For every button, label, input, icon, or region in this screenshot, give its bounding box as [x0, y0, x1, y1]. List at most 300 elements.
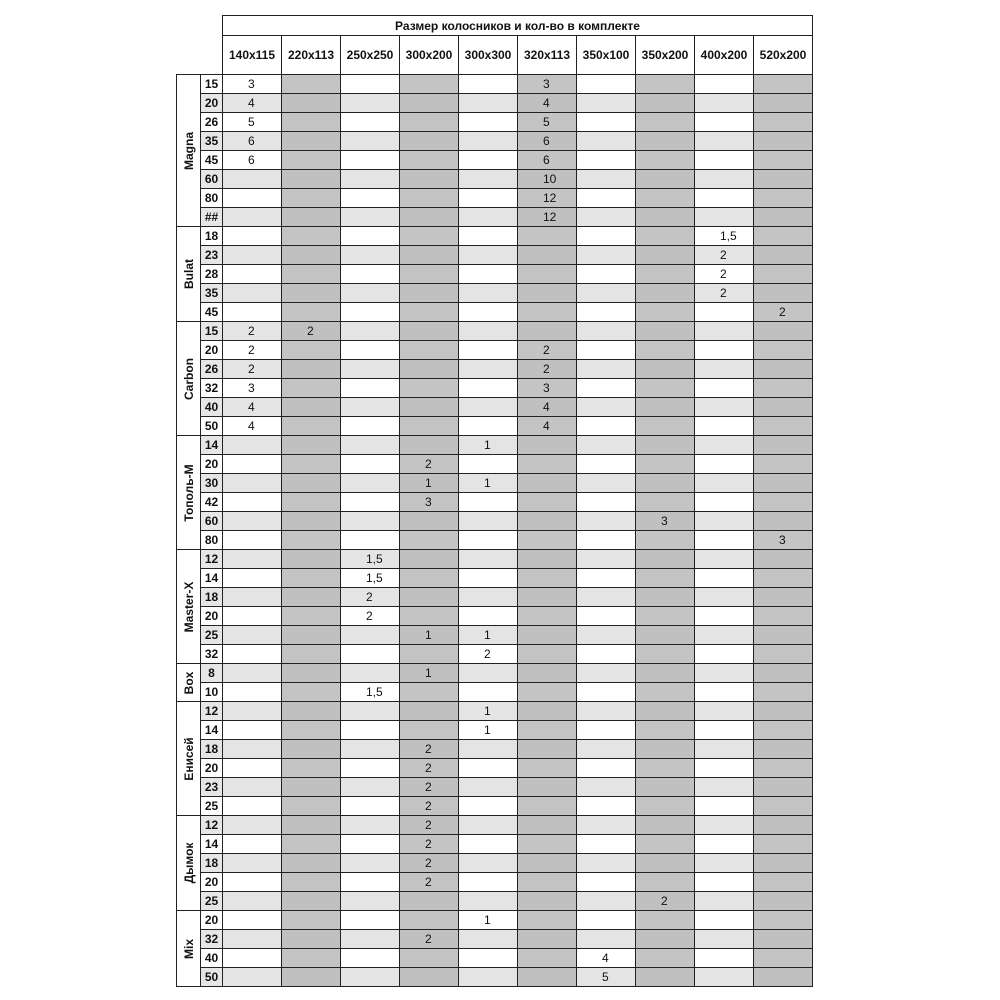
quantity-cell: 3 — [223, 379, 282, 398]
quantity-cell — [459, 854, 518, 873]
table-row — [177, 721, 813, 740]
quantity-cell — [223, 626, 282, 645]
quantity-cell — [636, 626, 695, 645]
quantity-cell — [223, 170, 282, 189]
quantity-cell — [223, 645, 282, 664]
quantity-cell — [695, 417, 754, 436]
quantity-cell — [695, 75, 754, 94]
quantity-cell — [577, 854, 636, 873]
quantity-cell — [223, 759, 282, 778]
quantity-cell — [754, 170, 813, 189]
quantity-cell — [341, 626, 400, 645]
quantity-cell — [518, 816, 577, 835]
quantity-cell — [695, 474, 754, 493]
power-value: 25 — [201, 797, 223, 816]
quantity-cell — [282, 911, 341, 930]
quantity-cell — [400, 94, 459, 113]
quantity-cell — [400, 417, 459, 436]
quantity-cell — [459, 759, 518, 778]
quantity-cell — [400, 113, 459, 132]
quantity-cell: 10 — [518, 170, 577, 189]
power-value: 14 — [201, 835, 223, 854]
quantity-cell — [636, 436, 695, 455]
quantity-cell — [282, 113, 341, 132]
quantity-cell — [223, 284, 282, 303]
quantity-cell — [577, 721, 636, 740]
quantity-cell: 2 — [518, 360, 577, 379]
quantity-cell: 3 — [518, 75, 577, 94]
quantity-cell — [459, 683, 518, 702]
power-value: 20 — [201, 759, 223, 778]
table-row — [177, 854, 813, 873]
quantity-cell — [341, 189, 400, 208]
quantity-cell — [282, 474, 341, 493]
power-value: 40 — [201, 398, 223, 417]
quantity-cell — [341, 94, 400, 113]
quantity-cell — [223, 588, 282, 607]
quantity-cell — [223, 246, 282, 265]
quantity-cell — [577, 189, 636, 208]
quantity-cell — [459, 75, 518, 94]
quantity-cell — [223, 474, 282, 493]
quantity-cell — [400, 265, 459, 284]
quantity-cell: 6 — [518, 132, 577, 151]
quantity-cell — [636, 911, 695, 930]
table-row — [177, 550, 813, 569]
quantity-cell: 2 — [400, 797, 459, 816]
table-row — [177, 113, 813, 132]
quantity-cell — [695, 778, 754, 797]
quantity-cell — [282, 626, 341, 645]
quantity-cell — [518, 303, 577, 322]
table-row — [177, 512, 813, 531]
quantity-cell — [282, 892, 341, 911]
quantity-cell — [754, 816, 813, 835]
quantity-cell — [282, 94, 341, 113]
quantity-cell — [518, 227, 577, 246]
table-row — [177, 417, 813, 436]
quantity-cell — [341, 322, 400, 341]
quantity-cell: 2 — [636, 892, 695, 911]
quantity-cell — [400, 949, 459, 968]
quantity-cell — [754, 740, 813, 759]
quantity-cell — [341, 892, 400, 911]
column-header: 250x250 — [341, 36, 400, 75]
table-row — [177, 664, 813, 683]
quantity-cell — [636, 550, 695, 569]
quantity-cell — [518, 569, 577, 588]
quantity-cell — [754, 588, 813, 607]
group-label: Carbon — [181, 357, 196, 400]
quantity-cell — [223, 265, 282, 284]
quantity-cell: 3 — [400, 493, 459, 512]
quantity-cell — [754, 930, 813, 949]
quantity-cell — [754, 759, 813, 778]
table-row — [177, 94, 813, 113]
power-value: 32 — [201, 930, 223, 949]
table-row — [177, 816, 813, 835]
table-row — [177, 949, 813, 968]
power-value: 26 — [201, 360, 223, 379]
quantity-cell — [341, 170, 400, 189]
quantity-cell — [459, 132, 518, 151]
quantity-cell: 4 — [223, 417, 282, 436]
table-row — [177, 683, 813, 702]
power-value: 18 — [201, 740, 223, 759]
quantity-cell — [223, 949, 282, 968]
quantity-cell — [636, 132, 695, 151]
power-value: 26 — [201, 113, 223, 132]
quantity-cell — [636, 740, 695, 759]
quantity-cell — [459, 531, 518, 550]
power-value: 45 — [201, 151, 223, 170]
quantity-cell — [636, 189, 695, 208]
quantity-cell — [636, 607, 695, 626]
quantity-cell — [754, 721, 813, 740]
table-row — [177, 968, 813, 987]
power-value: 28 — [201, 265, 223, 284]
quantity-cell — [577, 911, 636, 930]
quantity-cell — [400, 550, 459, 569]
quantity-cell — [636, 531, 695, 550]
quantity-cell — [636, 151, 695, 170]
quantity-cell — [459, 740, 518, 759]
table-row — [177, 170, 813, 189]
column-header: 520x200 — [754, 36, 813, 75]
quantity-cell — [754, 322, 813, 341]
quantity-cell: 1 — [459, 721, 518, 740]
table-row — [177, 892, 813, 911]
quantity-cell — [577, 455, 636, 474]
quantity-cell — [459, 569, 518, 588]
power-value: 35 — [201, 284, 223, 303]
quantity-cell — [636, 949, 695, 968]
quantity-cell — [459, 208, 518, 227]
quantity-cell — [341, 816, 400, 835]
quantity-cell: 2 — [223, 341, 282, 360]
quantity-cell — [577, 664, 636, 683]
quantity-cell — [282, 588, 341, 607]
quantity-cell — [577, 892, 636, 911]
power-value: 8 — [201, 664, 223, 683]
quantity-cell — [400, 379, 459, 398]
quantity-cell — [282, 569, 341, 588]
quantity-cell — [341, 303, 400, 322]
quantity-cell — [695, 702, 754, 721]
quantity-cell — [577, 132, 636, 151]
quantity-cell — [518, 721, 577, 740]
quantity-cell: 1 — [400, 474, 459, 493]
quantity-cell — [577, 531, 636, 550]
quantity-cell — [518, 892, 577, 911]
quantity-cell — [282, 227, 341, 246]
table-row — [177, 873, 813, 892]
quantity-cell — [754, 569, 813, 588]
quantity-cell — [282, 132, 341, 151]
power-value: 12 — [201, 550, 223, 569]
quantity-cell — [518, 607, 577, 626]
column-header: 300x300 — [459, 36, 518, 75]
quantity-cell: 2 — [223, 322, 282, 341]
quantity-cell — [282, 303, 341, 322]
quantity-cell — [518, 531, 577, 550]
quantity-cell — [695, 816, 754, 835]
table-row — [177, 778, 813, 797]
quantity-cell — [400, 607, 459, 626]
power-value: 18 — [201, 588, 223, 607]
quantity-cell — [341, 246, 400, 265]
quantity-cell — [754, 892, 813, 911]
quantity-cell — [577, 607, 636, 626]
table-row — [177, 341, 813, 360]
quantity-cell — [223, 816, 282, 835]
quantity-cell — [695, 493, 754, 512]
quantity-cell — [577, 474, 636, 493]
quantity-cell — [636, 968, 695, 987]
quantity-cell — [400, 683, 459, 702]
quantity-cell — [754, 683, 813, 702]
quantity-cell — [695, 930, 754, 949]
quantity-cell — [636, 284, 695, 303]
quantity-cell — [754, 417, 813, 436]
power-value: 50 — [201, 968, 223, 987]
power-value: 15 — [201, 75, 223, 94]
table-row — [177, 759, 813, 778]
quantity-cell — [754, 75, 813, 94]
quantity-cell — [754, 265, 813, 284]
quantity-cell — [459, 151, 518, 170]
quantity-cell — [754, 664, 813, 683]
quantity-cell — [400, 398, 459, 417]
quantity-cell — [754, 512, 813, 531]
quantity-cell — [754, 455, 813, 474]
quantity-cell — [636, 474, 695, 493]
quantity-cell: 2 — [695, 284, 754, 303]
quantity-cell — [341, 455, 400, 474]
quantity-cell — [282, 797, 341, 816]
quantity-cell — [577, 588, 636, 607]
quantity-cell — [400, 721, 459, 740]
quantity-cell — [400, 436, 459, 455]
quantity-cell — [636, 664, 695, 683]
quantity-cell — [459, 949, 518, 968]
quantity-cell — [754, 379, 813, 398]
quantity-cell — [577, 227, 636, 246]
quantity-cell — [341, 721, 400, 740]
quantity-cell — [459, 94, 518, 113]
quantity-cell — [636, 645, 695, 664]
quantity-cell — [695, 740, 754, 759]
quantity-cell: 1 — [459, 702, 518, 721]
group-label-cell — [177, 702, 201, 816]
corner-cell — [177, 16, 223, 75]
power-value: 42 — [201, 493, 223, 512]
quantity-cell — [695, 911, 754, 930]
column-header: 350x100 — [577, 36, 636, 75]
quantity-cell — [459, 227, 518, 246]
quantity-cell — [459, 455, 518, 474]
quantity-cell — [282, 531, 341, 550]
quantity-cell — [754, 911, 813, 930]
quantity-cell — [223, 208, 282, 227]
table-row — [177, 208, 813, 227]
quantity-cell — [459, 493, 518, 512]
power-value: 45 — [201, 303, 223, 322]
quantity-cell — [754, 398, 813, 417]
quantity-cell — [282, 645, 341, 664]
quantity-cell — [577, 265, 636, 284]
quantity-cell — [282, 683, 341, 702]
quantity-cell — [400, 132, 459, 151]
quantity-cell — [695, 854, 754, 873]
quantity-cell: 12 — [518, 189, 577, 208]
quantity-cell — [577, 303, 636, 322]
quantity-cell — [754, 436, 813, 455]
quantity-cell — [223, 227, 282, 246]
power-value: 25 — [201, 626, 223, 645]
quantity-cell — [400, 588, 459, 607]
quantity-cell — [577, 360, 636, 379]
quantity-cell — [518, 626, 577, 645]
power-value: 30 — [201, 474, 223, 493]
quantity-cell: 2 — [400, 455, 459, 474]
quantity-cell — [282, 341, 341, 360]
quantity-cell: 4 — [223, 94, 282, 113]
quantity-cell — [577, 930, 636, 949]
quantity-cell — [695, 550, 754, 569]
quantity-cell — [695, 113, 754, 132]
quantity-cell — [282, 930, 341, 949]
power-value: 20 — [201, 873, 223, 892]
quantity-cell — [754, 208, 813, 227]
quantity-cell — [459, 265, 518, 284]
quantity-cell — [341, 493, 400, 512]
quantity-cell — [518, 949, 577, 968]
quantity-cell: 1 — [459, 911, 518, 930]
quantity-cell — [282, 455, 341, 474]
quantity-cell — [459, 607, 518, 626]
group-label: Bulat — [181, 259, 196, 289]
quantity-cell — [695, 436, 754, 455]
quantity-cell — [636, 797, 695, 816]
quantity-cell — [459, 778, 518, 797]
quantity-cell — [459, 664, 518, 683]
quantity-cell — [695, 94, 754, 113]
quantity-cell — [695, 455, 754, 474]
power-value: 18 — [201, 854, 223, 873]
quantity-cell — [459, 360, 518, 379]
quantity-cell — [282, 75, 341, 94]
table-row — [177, 379, 813, 398]
quantity-cell — [282, 702, 341, 721]
quantity-cell — [518, 797, 577, 816]
quantity-cell — [754, 645, 813, 664]
power-value: 60 — [201, 170, 223, 189]
quantity-cell — [636, 379, 695, 398]
quantity-cell — [282, 759, 341, 778]
group-label: Енисей — [181, 736, 196, 781]
quantity-cell — [459, 113, 518, 132]
quantity-cell — [341, 740, 400, 759]
quantity-cell — [695, 949, 754, 968]
quantity-cell — [459, 284, 518, 303]
quantity-cell — [577, 113, 636, 132]
quantity-cell — [459, 170, 518, 189]
group-label-cell — [177, 322, 201, 436]
quantity-cell — [223, 493, 282, 512]
table-row — [177, 189, 813, 208]
quantity-cell — [400, 189, 459, 208]
quantity-cell — [695, 360, 754, 379]
quantity-cell: 1,5 — [695, 227, 754, 246]
quantity-cell — [341, 132, 400, 151]
table-row — [177, 930, 813, 949]
quantity-cell — [223, 854, 282, 873]
quantity-cell — [754, 493, 813, 512]
quantity-cell — [223, 607, 282, 626]
table-row — [177, 835, 813, 854]
table-row — [177, 588, 813, 607]
quantity-cell — [459, 816, 518, 835]
quantity-cell — [636, 854, 695, 873]
column-header: 300x200 — [400, 36, 459, 75]
power-value: 14 — [201, 436, 223, 455]
quantity-cell — [400, 569, 459, 588]
quantity-cell — [223, 189, 282, 208]
power-value: 20 — [201, 607, 223, 626]
quantity-cell — [577, 493, 636, 512]
column-header: 140x115 — [223, 36, 282, 75]
quantity-cell — [754, 189, 813, 208]
quantity-cell — [459, 417, 518, 436]
column-header: 220x113 — [282, 36, 341, 75]
quantity-cell — [577, 322, 636, 341]
quantity-cell — [459, 550, 518, 569]
group-label-cell — [177, 436, 201, 550]
quantity-cell — [636, 208, 695, 227]
quantity-cell — [577, 645, 636, 664]
quantity-cell — [695, 379, 754, 398]
quantity-cell: 1,5 — [341, 550, 400, 569]
quantity-cell — [223, 968, 282, 987]
quantity-cell — [754, 949, 813, 968]
quantity-cell — [282, 398, 341, 417]
quantity-cell — [695, 892, 754, 911]
power-value: 25 — [201, 892, 223, 911]
quantity-cell: 3 — [518, 379, 577, 398]
quantity-cell — [282, 816, 341, 835]
power-value: 14 — [201, 721, 223, 740]
quantity-cell — [518, 474, 577, 493]
column-header: 320x113 — [518, 36, 577, 75]
quantity-cell — [518, 930, 577, 949]
quantity-cell — [282, 607, 341, 626]
quantity-cell — [577, 702, 636, 721]
quantity-cell — [695, 968, 754, 987]
quantity-cell — [459, 379, 518, 398]
quantity-cell — [282, 417, 341, 436]
grate-size-table — [176, 15, 813, 987]
quantity-cell — [636, 303, 695, 322]
quantity-cell — [695, 721, 754, 740]
quantity-cell — [754, 968, 813, 987]
quantity-cell — [695, 531, 754, 550]
quantity-cell — [223, 740, 282, 759]
quantity-cell — [400, 75, 459, 94]
quantity-cell — [636, 341, 695, 360]
quantity-cell: 2 — [341, 607, 400, 626]
quantity-cell — [518, 645, 577, 664]
